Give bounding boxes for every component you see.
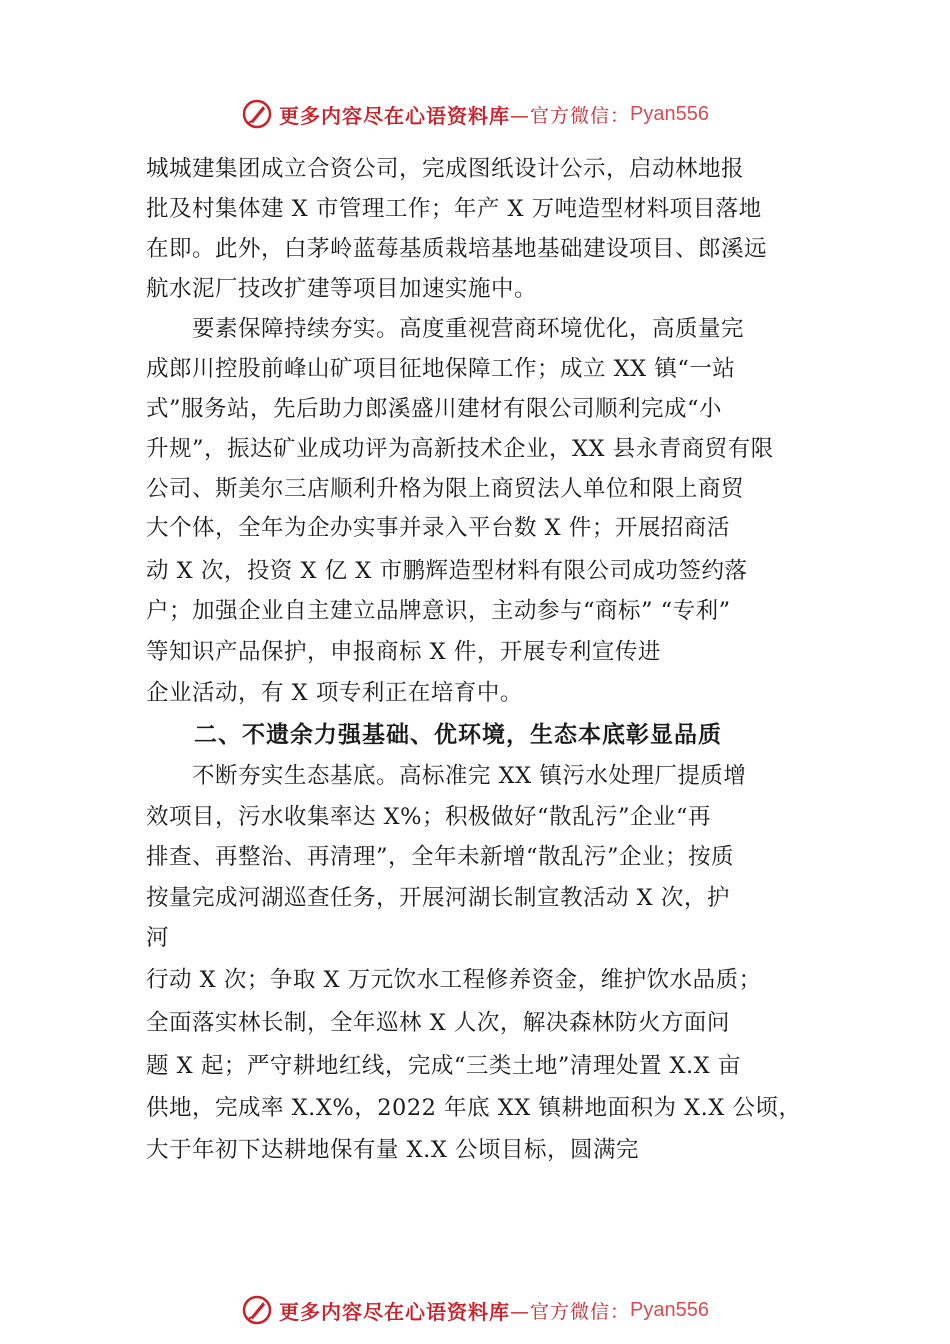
quill-seal-icon bbox=[241, 98, 273, 130]
quill-seal-icon bbox=[241, 1294, 273, 1326]
text-line: 成郎川控股前峰山矿项目征地保障工作；成立 XX 镇“一站 bbox=[146, 356, 736, 382]
text-line: 供地，完成率 X.X%，2022 年底 XX 镇耕地面积为 X.X 公顷， bbox=[146, 1095, 802, 1121]
text-line: 行动 X 次；争取 X 万元饮水工程修养资金，维护饮水品质； bbox=[146, 967, 762, 993]
text-line: 不断夯实生态基底。高标准完 XX 镇污水处理厂提质增 bbox=[192, 763, 747, 789]
text-line: 排查、再整治、再清理”，全年未新增“散乱污”企业；按质 bbox=[146, 844, 735, 870]
text-line: 大于年初下达耕地保有量 X.X 公顷目标，圆满完 bbox=[146, 1137, 639, 1163]
text-line: 户；加强企业自主建立品牌意识，主动参与“商标” “专利” bbox=[146, 598, 731, 624]
text-line: 批及村集体建 X 市管理工作；年产 X 万吨造型材料项目落地 bbox=[146, 196, 762, 222]
text-line: 城城建集团成立合资公司，完成图纸设计公示，启动林地报 bbox=[146, 156, 745, 182]
section-heading: 二、不遗余力强基础、优环境，生态本底彰显品质 bbox=[194, 722, 722, 748]
text-line: 在即。此外，白茅岭蓝莓基质栽培基地基础建设项目、郎溪远 bbox=[146, 236, 768, 262]
text-line: 升规”，振达矿业成功评为高新技术企业，XX 县永青商贸有限 bbox=[146, 436, 774, 462]
text-line: 大个体，全年为企办实事并录入平台数 X 件；开展招商活 bbox=[146, 515, 730, 541]
banner-brand-text: 更多内容尽在心语资料库 bbox=[279, 1299, 510, 1324]
text-line: 企业活动，有 X 项专利正在培育中。 bbox=[146, 680, 523, 706]
text-line: 河 bbox=[146, 925, 170, 951]
text-line: 等知识产品保护，申报商标 X 件，开展专利宣传进 bbox=[146, 639, 661, 665]
banner-official-text: —官方微信： bbox=[510, 104, 631, 127]
banner-wechat-id: Pyan556 bbox=[630, 102, 709, 125]
banner-wechat-id: Pyan556 bbox=[630, 1298, 709, 1321]
text-line: 题 X 起；严守耕地红线，完成“三类土地”清理处置 X.X 亩 bbox=[146, 1053, 741, 1079]
text-line: 航水泥厂技改扩建等项目加速实施中。 bbox=[146, 276, 538, 302]
header-banner bbox=[0, 94, 950, 134]
text-line: 公司、斯美尔三店顺利升格为限上商贸法人单位和限上商贸 bbox=[146, 476, 745, 502]
footer-banner bbox=[0, 1290, 950, 1330]
banner-brand-text: 更多内容尽在心语资料库 bbox=[279, 103, 510, 128]
text-line: 效项目，污水收集率达 X%；积极做好“散乱污”企业“再 bbox=[146, 804, 712, 830]
text-line: 式”服务站，先后助力郎溪盛川建材有限公司顺利完成“小 bbox=[146, 396, 723, 422]
text-line: 按量完成河湖巡查任务，开展河湖长制宣教活动 X 次，护 bbox=[146, 885, 730, 911]
text-line: 全面落实林长制，全年巡林 X 人次，解决森林防火方面问 bbox=[146, 1010, 730, 1036]
text-line: 动 X 次，投资 X 亿 X 市鹏辉造型材料有限公司成功签约落 bbox=[146, 558, 748, 584]
banner-official-text: —官方微信： bbox=[510, 1300, 631, 1323]
text-line: 要素保障持续夯实。高度重视营商环境优化，高质量完 bbox=[192, 316, 745, 342]
